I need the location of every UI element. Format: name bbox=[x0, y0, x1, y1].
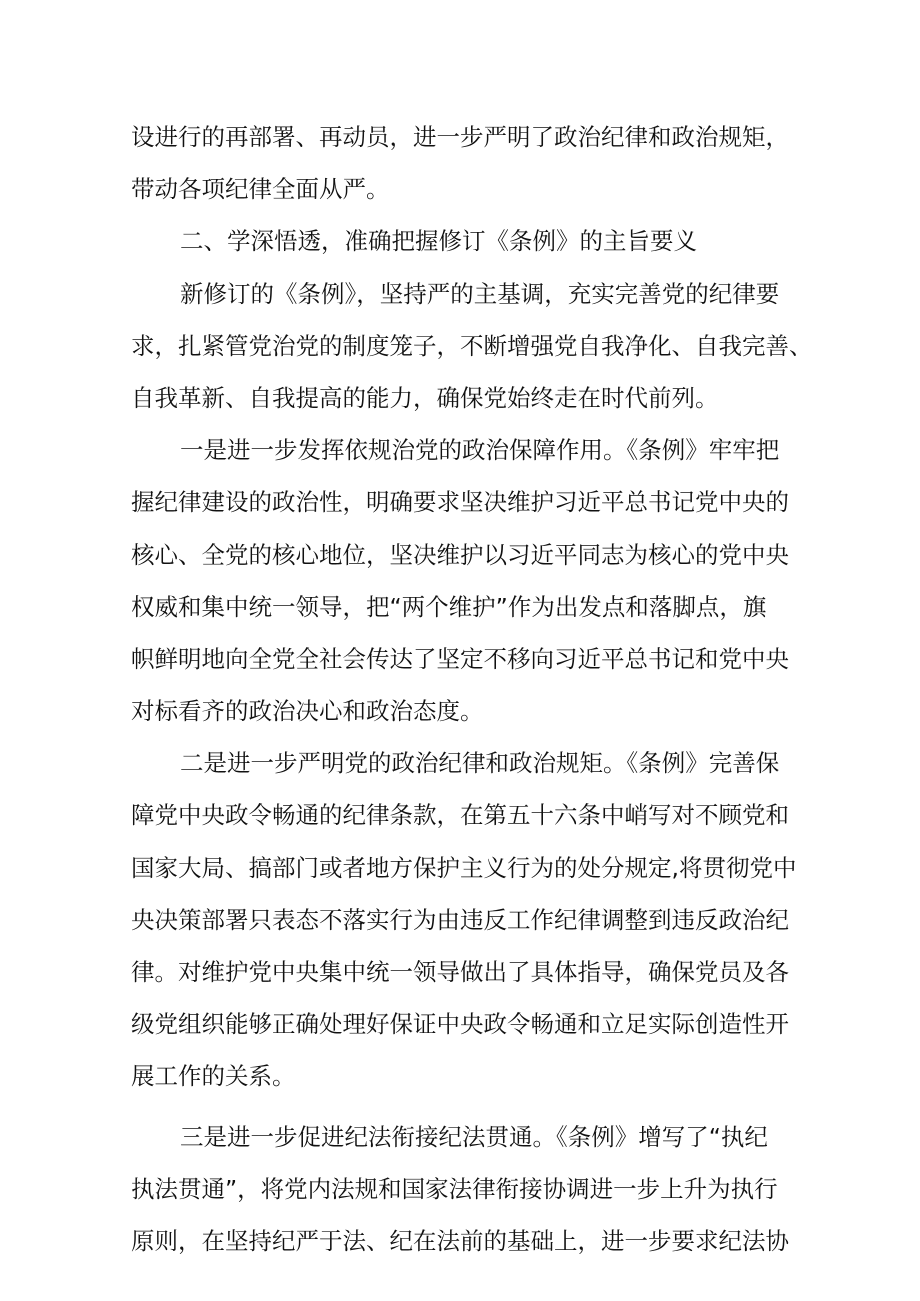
body-line: 障党中央政令畅通的纪律条款，在第五十六条中峭写对不顾党和 bbox=[131, 801, 789, 830]
body-line: 自我革新、自我提高的能力，确保党始终走在时代前列。 bbox=[131, 383, 719, 412]
body-line: 国家大局、搞部门或者地方保护主义行为的处分规定,将贯彻党中 bbox=[131, 853, 797, 882]
body-line: 原则，在坚持纪严于法、纪在法前的基础上，进一步要求纪法协 bbox=[131, 1226, 789, 1255]
body-line: 新修订的《条例》，坚持严的主基调，充实完善党的纪律要 bbox=[180, 279, 780, 308]
document-body bbox=[131, 111, 813, 1267]
body-line: 核心、全党的核心地位，坚决维护以习近平同志为核心的党中央 bbox=[131, 540, 789, 569]
section-heading: 二、学深悟透，准确把握修订《条例》的主旨要义 bbox=[180, 227, 697, 256]
body-line: 律。对维护党中央集中统一领导做出了具体指导，确保党员及各 bbox=[131, 958, 789, 986]
body-line: 帜鲜明地向全党全社会传达了坚定不移向习近平总书记和党中央 bbox=[131, 644, 789, 673]
body-line: 展工作的关系。 bbox=[131, 1062, 296, 1091]
body-line: 握纪律建设的政治性，明确要求坚决维护习近平总书记党中央的 bbox=[131, 488, 789, 517]
body-line: 求，扎紧管党治党的制度笼子，不断增强党自我净化、自我完善、 bbox=[131, 331, 813, 360]
body-line: 权威和集中统一领导，把“两个维护”作为出发点和落脚点，旗 bbox=[131, 592, 767, 621]
body-line: 二是进一步严明党的政治纪律和政治规矩。《条例》完善保 bbox=[180, 749, 780, 778]
body-line: 央决策部署只表态不落实行为由违反工作纪律调整到违反政治纪 bbox=[131, 905, 789, 934]
body-line: 级党组织能够正确处理好保证中央政令畅通和立足实际创造性开 bbox=[131, 1010, 789, 1039]
body-line: 一是进一步发挥依规治党的政治保障作用。《条例》牢牢把 bbox=[180, 436, 780, 465]
paragraph-gap bbox=[131, 1103, 796, 1111]
body-line: 带动各项纪律全面从严。 bbox=[131, 175, 390, 204]
body-line: 执法贯通”，将党内法规和国家法律衔接协调进一步上升为执行 bbox=[131, 1174, 778, 1203]
body-line: 设进行的再部署、再动员，进一步严明了政治纪律和政治规矩， bbox=[131, 123, 789, 151]
body-line: 三是进一步促进纪法衔接纪法贯通。《条例》增写了“执纪 bbox=[180, 1122, 768, 1151]
body-line: 对标看齐的政治决心和政治态度。 bbox=[131, 697, 484, 726]
